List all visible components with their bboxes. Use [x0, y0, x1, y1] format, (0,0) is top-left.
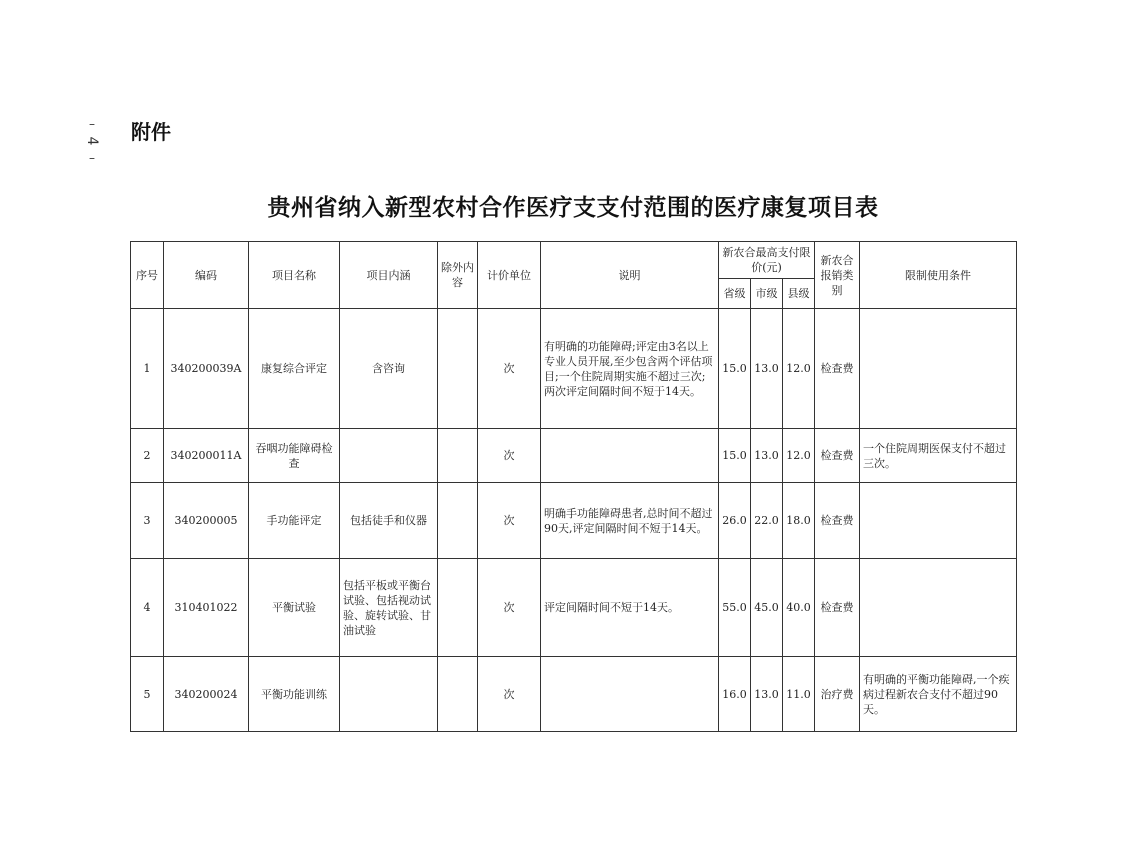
cell-county: 12.0 [783, 309, 815, 429]
cell-content: 包括平板或平衡台试验、包括视动试验、旋转试验、甘油试验 [340, 559, 438, 657]
table-row [131, 429, 1017, 483]
cell-code: 340200011A [164, 429, 249, 483]
cell-county: 12.0 [783, 429, 815, 483]
cell-city: 45.0 [751, 559, 783, 657]
cell-category: 检查费 [815, 483, 860, 559]
cell-seq: 3 [131, 483, 164, 559]
header-seq: 序号 [131, 242, 164, 309]
cell-county: 11.0 [783, 657, 815, 732]
document-title: 贵州省纳入新型农村合作医疗支支付范围的医疗康复项目表 [267, 194, 879, 221]
header-name: 项目名称 [249, 242, 340, 309]
cell-city: 22.0 [751, 483, 783, 559]
cell-code: 340200005 [164, 483, 249, 559]
cell-category: 检查费 [815, 429, 860, 483]
cell-excluded [438, 559, 478, 657]
page-number-dash-top: – [89, 117, 95, 131]
cell-desc [541, 657, 719, 732]
rehab-items-table [130, 241, 1017, 732]
cell-excluded [438, 429, 478, 483]
cell-desc: 评定间隔时间不短于14天。 [541, 559, 719, 657]
cell-unit: 次 [478, 559, 541, 657]
header-excluded: 除外内容 [438, 242, 478, 309]
cell-category: 检查费 [815, 559, 860, 657]
cell-excluded [438, 657, 478, 732]
header-county: 县级 [783, 279, 815, 309]
page-number-dash-bottom: – [89, 151, 95, 165]
cell-province: 15.0 [719, 309, 751, 429]
cell-content [340, 657, 438, 732]
cell-excluded [438, 483, 478, 559]
cell-name: 手功能评定 [249, 483, 340, 559]
table-row [131, 483, 1017, 559]
cell-unit: 次 [478, 483, 541, 559]
cell-county: 40.0 [783, 559, 815, 657]
cell-province: 16.0 [719, 657, 751, 732]
cell-category: 治疗费 [815, 657, 860, 732]
attachment-label: 附件 [131, 120, 171, 144]
table-row [131, 309, 1017, 429]
cell-name: 康复综合评定 [249, 309, 340, 429]
cell-unit: 次 [478, 429, 541, 483]
cell-content [340, 429, 438, 483]
cell-seq: 5 [131, 657, 164, 732]
cell-province: 55.0 [719, 559, 751, 657]
cell-desc: 有明确的功能障碍;评定由3名以上专业人员开展,至少包含两个评估项目;一个住院周期实施不超过三次;两次评定间隔时间不短于14天。 [541, 309, 719, 429]
header-city: 市级 [751, 279, 783, 309]
header-condition: 限制使用条件 [860, 242, 1017, 309]
cell-seq: 1 [131, 309, 164, 429]
cell-city: 13.0 [751, 309, 783, 429]
page-number-digit: 4 [84, 136, 100, 146]
cell-province: 15.0 [719, 429, 751, 483]
cell-city: 13.0 [751, 657, 783, 732]
table-header-row [131, 242, 1017, 279]
cell-name: 平衡试验 [249, 559, 340, 657]
cell-province: 26.0 [719, 483, 751, 559]
cell-name: 吞咽功能障碍检查 [249, 429, 340, 483]
cell-content: 包括徒手和仪器 [340, 483, 438, 559]
header-price-group: 新农合最高支付限价(元) [719, 242, 815, 279]
cell-unit: 次 [478, 309, 541, 429]
cell-seq: 2 [131, 429, 164, 483]
cell-code: 340200024 [164, 657, 249, 732]
header-unit: 计价单位 [478, 242, 541, 309]
cell-content: 含咨询 [340, 309, 438, 429]
cell-unit: 次 [478, 657, 541, 732]
cell-condition [860, 483, 1017, 559]
cell-category: 检查费 [815, 309, 860, 429]
cell-city: 13.0 [751, 429, 783, 483]
header-province: 省级 [719, 279, 751, 309]
cell-county: 18.0 [783, 483, 815, 559]
header-desc: 说明 [541, 242, 719, 309]
cell-desc [541, 429, 719, 483]
cell-condition: 有明确的平衡功能障碍,一个疾病过程新农合支付不超过90天。 [860, 657, 1017, 732]
cell-seq: 4 [131, 559, 164, 657]
cell-name: 平衡功能训练 [249, 657, 340, 732]
page-number [82, 118, 102, 164]
header-category: 新农合报销类别 [815, 242, 860, 309]
cell-code: 310401022 [164, 559, 249, 657]
cell-condition [860, 309, 1017, 429]
cell-desc: 明确手功能障碍患者,总时间不超过90天,评定间隔时间不短于14天。 [541, 483, 719, 559]
cell-condition: 一个住院周期医保支付不超过三次。 [860, 429, 1017, 483]
cell-condition [860, 559, 1017, 657]
table-row [131, 559, 1017, 657]
cell-code: 340200039A [164, 309, 249, 429]
header-content: 项目内涵 [340, 242, 438, 309]
header-code: 编码 [164, 242, 249, 309]
table-row [131, 657, 1017, 732]
cell-excluded [438, 309, 478, 429]
